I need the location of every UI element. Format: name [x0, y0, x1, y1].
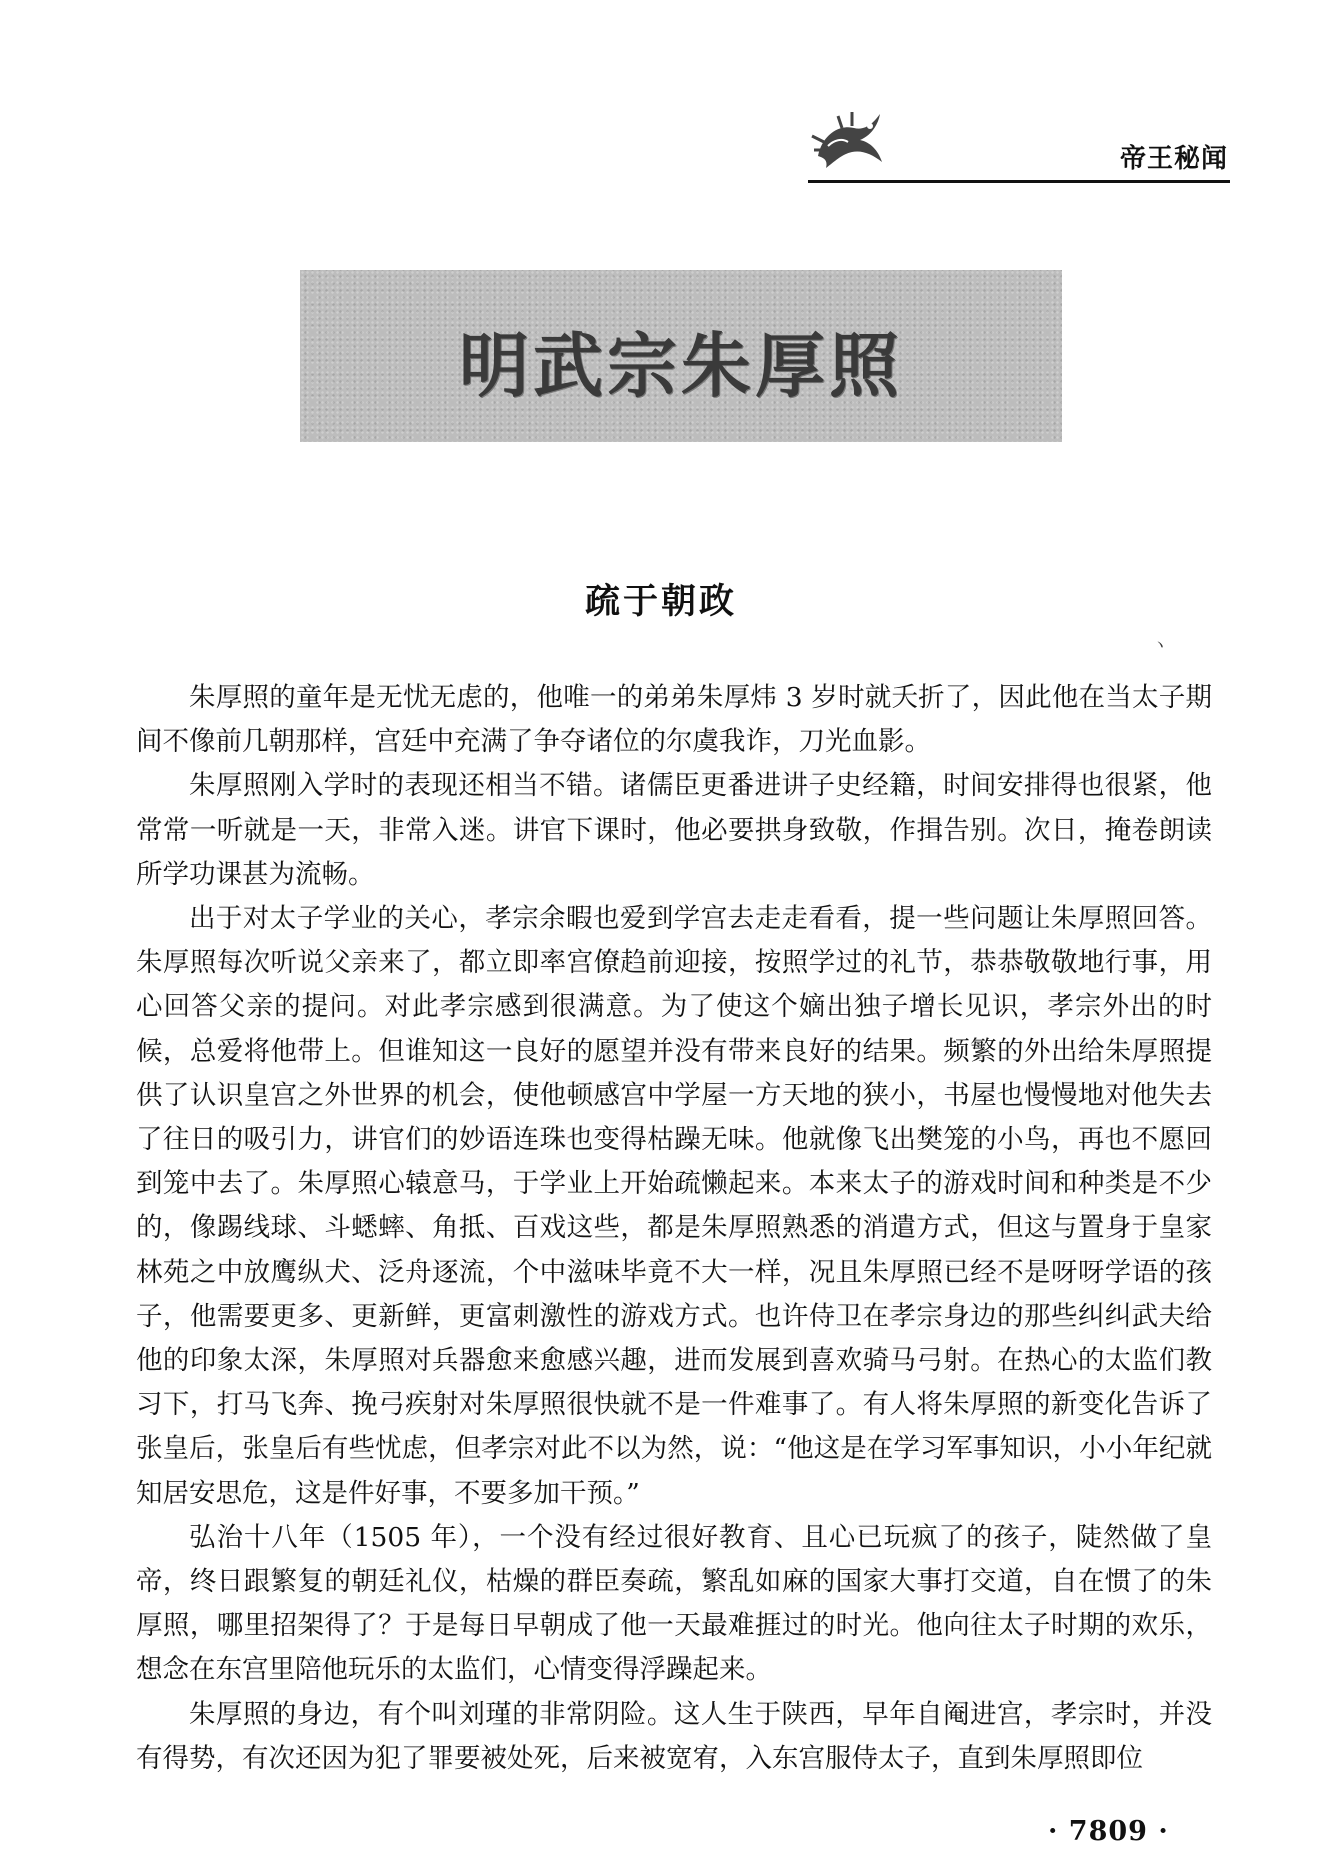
page-number: · 7809 · — [1048, 1816, 1169, 1847]
chapter-title: 明武宗朱厚照 — [459, 324, 903, 407]
stray-mark: ヽ — [1152, 635, 1169, 654]
section-title: 疏于朝政 — [584, 582, 737, 622]
paragraph: 朱厚照刚入学时的表现还相当不错。诸儒臣更番进讲子史经籍，时间安排得也很紧，他常常一听就是一天，非常入迷。讲官下课时，他必要拱身致敬，作揖告别。次日，掩卷朗读所学功课甚为流畅。 — [136, 770, 1212, 890]
dragon-emblem-icon — [808, 106, 888, 176]
paragraph: 朱厚照的童年是无忧无虑的，他唯一的弟弟朱厚炜 3 岁时就夭折了，因此他在当太子期间不像前几朝那样，宫廷中充满了争夺诸位的尔虞我诈，刀光血影。 — [136, 682, 1212, 758]
body-text — [136, 676, 1212, 1781]
running-header — [808, 100, 1228, 190]
header-rule — [808, 180, 1230, 183]
paragraph: 朱厚照的身边，有个叫刘瑾的非常阴险。这人生于陕西，早年自阉进宫，孝宗时，并没有得势，有次还因为犯了罪要被处死，后来被宽宥，入东宫服侍太子，直到朱厚照即位 — [136, 1698, 1212, 1774]
running-title: 帝王秘闻 — [1119, 144, 1228, 174]
paragraph: 弘治十八年（1505 年），一个没有经过很好教育、且心已玩疯了的孩子，陡然做了皇帝，终日跟繁复的朝廷礼仪，枯燥的群臣奏疏，繁乱如麻的国家大事打交道，自在惯了的朱厚照，哪里招架得了？于是每日早朝成了他一天最难捱过的时光。他向往太子时期的欢乐，想念在东宫里陪他玩乐的太监们，心情变得浮躁起来。 — [136, 1521, 1212, 1686]
paragraph: 出于对太子学业的关心，孝宗余暇也爱到学宫去走走看看，提一些问题让朱厚照回答。朱厚照每次听说父亲来了，都立即率宫僚趋前迎接，按照学过的礼节，恭恭敬敬地行事，用心回答父亲的提问。对此孝宗感到很满意。为了使这个嫡出独子增长见识，孝宗外出的时候，总爱将他带上。但谁知这一良好的愿望并没有带来良好的结果。频繁的外出给朱厚照提供了认识皇宫之外世界的机会，使他顿感宫中学屋一方天地的狭小，书屋也慢慢地对他失去了往日的吸引力，讲官们的妙语连珠也变得枯躁无味。他就像飞出樊笼的小鸟，再也不愿回到笼中去了。朱厚照心辕意马，于学业上开始疏懒起来。本来太子的游戏时间和种类是不少的，像踢线球、斗蟋蟀、角抵、百戏这些，都是朱厚照熟悉的消遣方式，但这与置身于皇家林苑之中放鹰纵犬、泛舟逐流，个中滋味毕竟不大一样，况且朱厚照已经不是呀呀学语的孩子，他需要更多、更新鲜，更富刺激性的游戏方式。也许侍卫在孝宗身边的那些纠纠武夫给他的印象太深，朱厚照对兵器愈来愈感兴趣，进而发展到喜欢骑马弓射。在热心的太监们教习下，打马飞奔、挽弓疾射对朱厚照很快就不是一件难事了。有人将朱厚照的新变化告诉了张皇后，张皇后有些忧虑，但孝宗对此不以为然，说：“他这是在学习军事知识，小小年纪就知居安思危，这是件好事，不要多加干预。” — [136, 903, 1212, 1509]
chapter-title-band — [300, 270, 1062, 442]
